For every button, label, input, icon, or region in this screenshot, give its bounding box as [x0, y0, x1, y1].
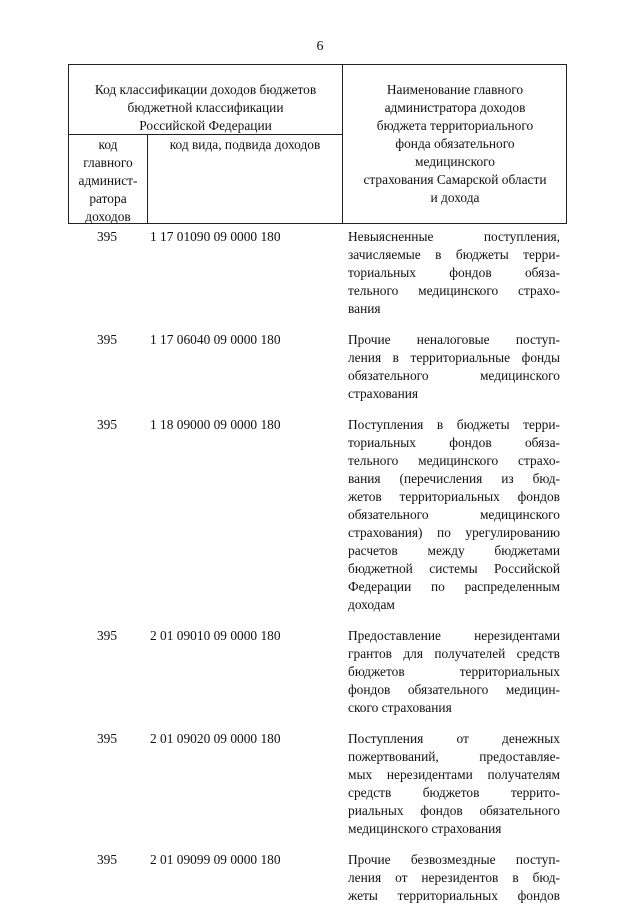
admin-code: 395 — [96, 731, 118, 746]
admin-code: 395 — [96, 628, 118, 643]
income-name: Предоставление нерезидентами грантов для получателей средств бюджетов территориальных фондов обязательного медицин- ского страхования — [348, 628, 560, 715]
table-row — [68, 228, 567, 318]
table-body — [68, 228, 567, 905]
income-code: 1 18 09000 09 0000 180 — [150, 417, 281, 432]
income-code: 2 01 09020 09 0000 180 — [150, 731, 281, 746]
header-group-title: Код классификации доходов бюджетов бюджетной классификации Российской Федерации — [94, 82, 317, 133]
table-row — [68, 730, 567, 838]
table-row — [68, 416, 567, 614]
income-name: Поступления от денежных пожертвований, предоставляе- мых нерезидентами получателям средств бюджетов террито- риальных фондов обязательного медицинского страхования — [348, 731, 560, 836]
header-col-name: Наименование главного администратора доходов бюджета территориального фонда обязательного медицинского страхования Самарской области и дохода — [363, 82, 547, 205]
income-code: 2 01 09099 09 0000 180 — [150, 852, 281, 867]
table-row — [68, 331, 567, 403]
income-code: 2 01 09010 09 0000 180 — [150, 628, 281, 643]
admin-code: 395 — [96, 417, 118, 432]
admin-code: 395 — [96, 332, 118, 347]
table-header — [68, 64, 567, 224]
header-col-admin: код главного админист- ратора доходов — [78, 137, 138, 224]
table-row — [68, 627, 567, 717]
page-number: 6 — [316, 39, 324, 54]
income-name: Прочие неналоговые поступ- ления в территориальные фонды обязательного медицинского страхования — [348, 332, 560, 401]
table-row — [68, 851, 567, 905]
income-name: Прочие безвозмездные поступ- ления от нерезидентов в бюд- жеты территориальных фондов — [348, 852, 560, 903]
income-code: 1 17 01090 09 0000 180 — [150, 229, 281, 244]
admin-code: 395 — [96, 229, 118, 244]
header-col-code: код вида, подвида доходов — [169, 137, 321, 152]
income-name: Невыясненные поступления, зачисляемые в бюджеты терри- ториальных фондов обяза- тельного медицинского страхо- вания — [348, 229, 560, 316]
income-name: Поступления в бюджеты терри- ториальных фондов обяза- тельного медицинского страхо- вания (перечисления из бюд- жетов территориальных фондов обязательного медицинского страхования) по урегулированию расчетов между бюджетами бюджетной системы Российской Федерации по распределенным доходам — [348, 417, 560, 612]
income-code: 1 17 06040 09 0000 180 — [150, 332, 281, 347]
admin-code: 395 — [96, 852, 118, 867]
